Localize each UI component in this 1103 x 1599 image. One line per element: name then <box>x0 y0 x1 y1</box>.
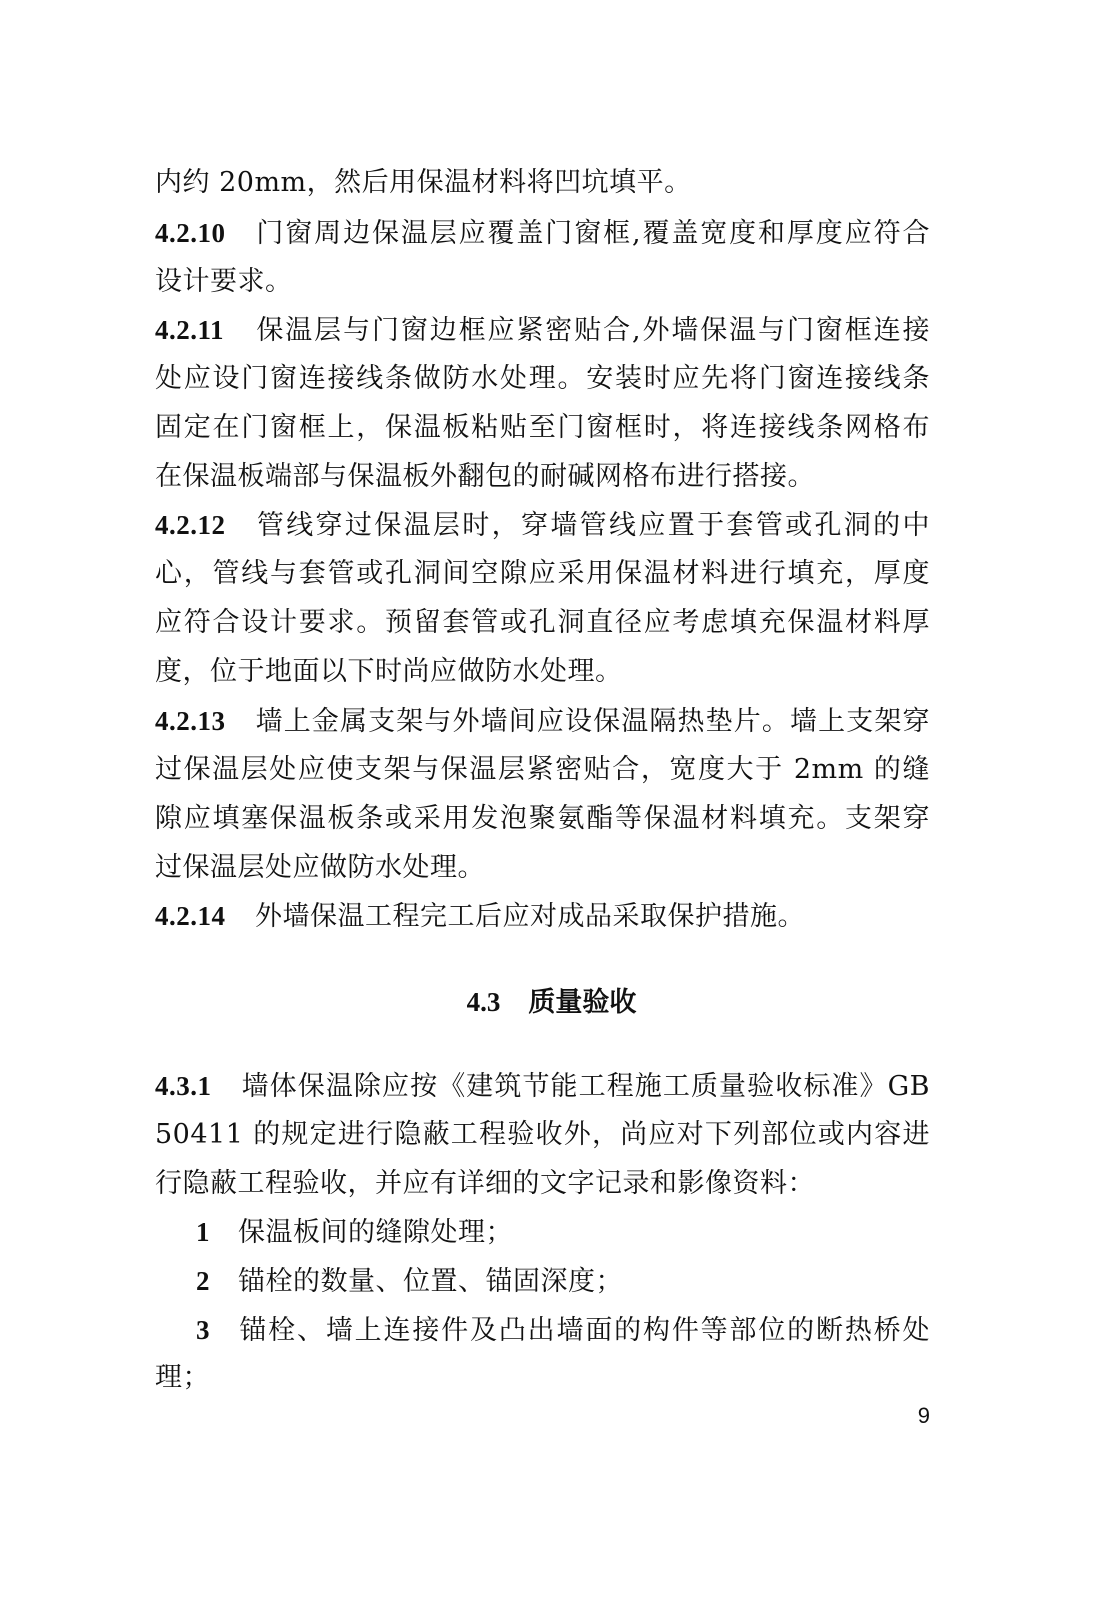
item-text: 保温板间的缝隙处理； <box>238 1217 513 1248</box>
clause-number: 4.2.12 <box>155 510 226 540</box>
clause-4-2-11-line-3 <box>155 408 930 448</box>
clause-text-line: 设计要求。 <box>155 266 293 297</box>
clause-text-line: 度，位于地面以下时尚应做防水处理。 <box>155 656 623 687</box>
clause-4-2-10-line-2 <box>155 262 293 302</box>
continuation-text: 内约 20mm，然后用保温材料将凹坑填平。 <box>155 167 692 198</box>
clause-number: 4.2.11 <box>155 315 225 345</box>
clause-4-3-1-line-2 <box>155 1115 930 1155</box>
clause-text-line: 固定在门窗框上，保温板粘贴至门窗框时，将连接线条网格布 <box>155 412 930 443</box>
clause-4-2-11-line-2 <box>155 359 930 399</box>
item-number: 1 <box>196 1217 210 1247</box>
clause-text-line: 墙体保温除应按《建筑节能工程施工质量验收标准》GB <box>241 1071 930 1102</box>
clause-text-line: 在保温板端部与保温板外翻包的耐碱网格布进行搭接。 <box>155 461 815 492</box>
clause-text-line: 50411 的规定进行隐蔽工程验收外，尚应对下列部位或内容进 <box>155 1119 930 1150</box>
section-heading <box>0 982 1103 1022</box>
clause-text-line: 应符合设计要求。预留套管或孔洞直径应考虑填充保温材料厚 <box>155 607 930 638</box>
clause-text-line: 外墙保温工程完工后应对成品采取保护措施。 <box>255 901 805 932</box>
clause-4-2-12-line-4 <box>155 652 623 692</box>
clause-text-line: 管线穿过保温层时，穿墙管线应置于套管或孔洞的中 <box>255 510 930 541</box>
clause-4-2-12-line-2 <box>155 554 930 594</box>
clause-4-2-13-line-4 <box>155 848 485 888</box>
clause-4-2-14 <box>155 896 805 936</box>
section-number: 4.3 <box>466 987 501 1017</box>
clause-text-line: 心，管线与套管或孔洞间空隙应采用保温材料进行填充，厚度 <box>155 558 930 589</box>
item-text: 锚栓的数量、位置、锚固深度； <box>238 1266 623 1297</box>
item-number: 3 <box>196 1315 210 1345</box>
clause-number: 4.2.13 <box>155 706 226 736</box>
continuation-line <box>155 163 692 203</box>
clause-text-line: 墙上金属支架与外墙间应设保温隔热垫片。墙上支架穿 <box>255 706 930 737</box>
section-title: 质量验收 <box>528 987 637 1018</box>
clause-4-2-13-line-2 <box>155 750 930 790</box>
clause-number: 4.3.1 <box>155 1071 212 1101</box>
item-text: 锚栓、墙上连接件及凸出墙面的构件等部位的断热桥处 <box>238 1315 930 1346</box>
clause-4-2-12 <box>155 505 930 545</box>
clause-text-line: 门窗周边保温层应覆盖门窗框,覆盖宽度和厚度应符合 <box>255 218 930 249</box>
list-item-2 <box>196 1261 623 1301</box>
clause-4-2-11-line-4 <box>155 457 815 497</box>
clause-text-line: 处应设门窗连接线条做防水处理。安装时应先将门窗连接线条 <box>155 363 930 394</box>
clause-text-line: 过保温层处应做防水处理。 <box>155 852 485 883</box>
list-item-3 <box>196 1310 930 1350</box>
clause-text-line: 过保温层处应使支架与保温层紧密贴合，宽度大于 2mm 的缝 <box>155 754 930 785</box>
clause-text-line: 隙应填塞保温板条或采用发泡聚氨酯等保温材料填充。支架穿 <box>155 803 930 834</box>
clause-4-2-11 <box>155 310 930 350</box>
item-text: 理； <box>155 1362 210 1393</box>
clause-4-2-10 <box>155 213 930 253</box>
clause-number: 4.2.14 <box>155 901 226 931</box>
clause-4-3-1 <box>155 1066 930 1106</box>
clause-number: 4.2.10 <box>155 218 226 248</box>
clause-4-2-13-line-3 <box>155 799 930 839</box>
clause-4-3-1-line-3 <box>155 1164 815 1204</box>
list-item-1 <box>196 1212 513 1252</box>
page-number: 9 <box>917 1403 930 1428</box>
clause-4-2-12-line-3 <box>155 603 930 643</box>
clause-text-line: 保温层与门窗边框应紧密贴合,外墙保温与门窗框连接 <box>255 315 930 346</box>
clause-text-line: 行隐蔽工程验收，并应有详细的文字记录和影像资料： <box>155 1168 815 1199</box>
list-item-3-line-2 <box>155 1358 210 1398</box>
item-number: 2 <box>196 1266 210 1296</box>
clause-4-2-13 <box>155 701 930 741</box>
